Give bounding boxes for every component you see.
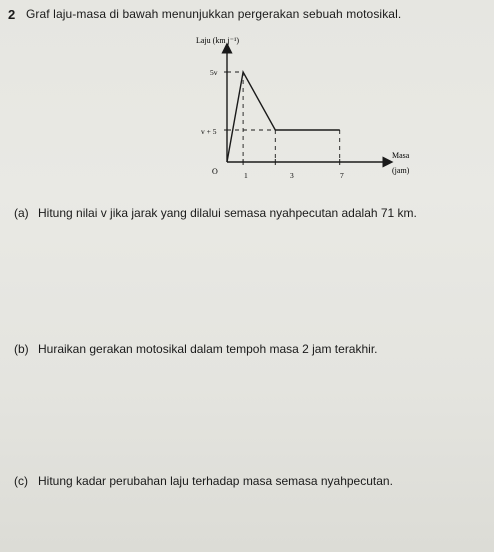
question-header bbox=[0, 0, 494, 28]
x-axis-label-line2: (jam) bbox=[392, 166, 410, 175]
x-tick-label-7: 7 bbox=[340, 171, 344, 180]
part-a-label: (a) bbox=[14, 206, 29, 220]
y-axis-label: Laju (km j⁻¹) bbox=[196, 36, 240, 45]
origin-label: O bbox=[212, 167, 218, 176]
part-a-text: Hitung nilai v jika jarak yang dilalui semasa nyahpecutan adalah 71 km. bbox=[38, 206, 417, 220]
part-a bbox=[14, 206, 417, 220]
x-tick-label-3: 3 bbox=[290, 171, 294, 180]
y-tick-label-5v: 5v bbox=[210, 68, 218, 77]
question-number: 2 bbox=[8, 7, 16, 22]
part-b bbox=[14, 342, 378, 356]
speed-time-graph bbox=[0, 28, 494, 188]
part-c-text: Hitung kadar perubahan laju terhadap masa semasa nyahpecutan. bbox=[38, 474, 393, 488]
part-c bbox=[14, 474, 393, 488]
part-b-label: (b) bbox=[14, 342, 29, 356]
speed-time-line bbox=[227, 72, 340, 162]
question-intro: Graf laju-masa di bawah menunjukkan pergerakan sebuah motosikal. bbox=[26, 7, 402, 21]
y-tick-label-v-plus-5: v + 5 bbox=[201, 127, 217, 136]
x-tick-label-1: 1 bbox=[244, 171, 248, 180]
x-axis-label-line1: Masa bbox=[392, 151, 410, 160]
part-c-label: (c) bbox=[14, 474, 28, 488]
part-b-text: Huraikan gerakan motosikal dalam tempoh masa 2 jam terakhir. bbox=[38, 342, 378, 356]
